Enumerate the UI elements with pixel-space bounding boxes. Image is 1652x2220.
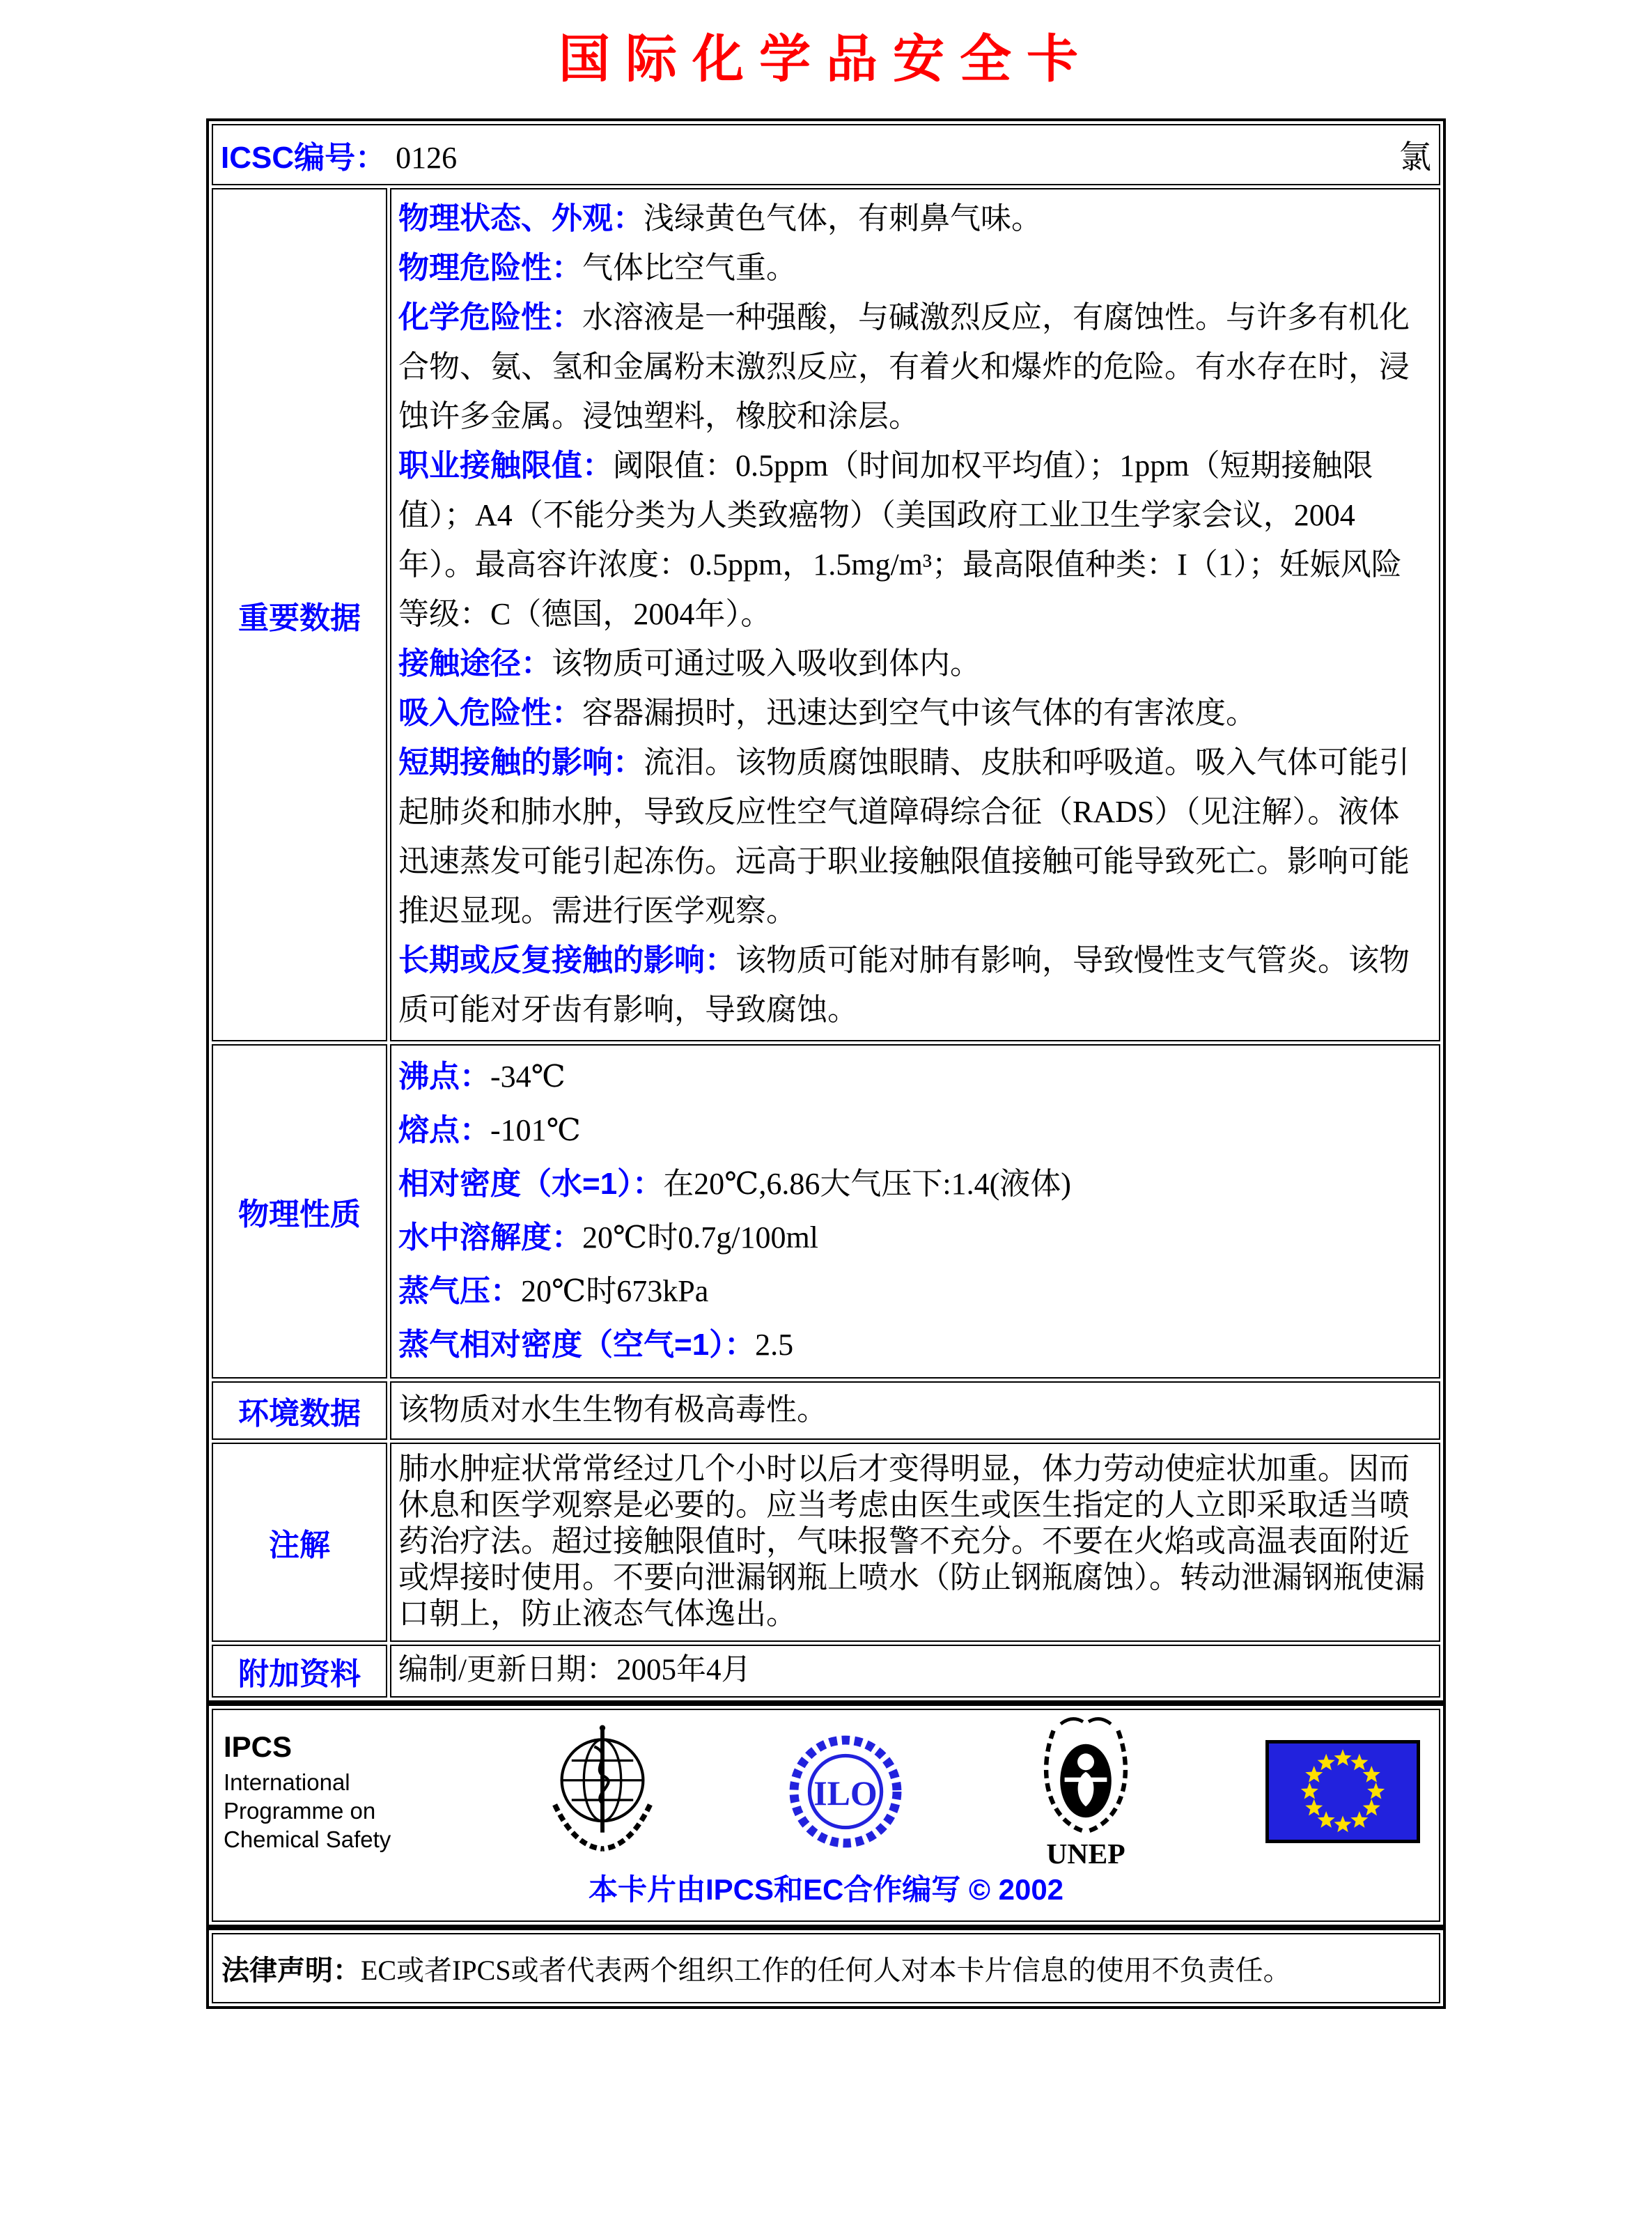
important-data-row (212, 188, 1440, 1041)
relative-density-paragraph (398, 1157, 1429, 1211)
boiling-point-label: 沸点： (398, 1059, 490, 1094)
environment-data-text: 该物质对水生生物有极高毒性。 (398, 1392, 827, 1427)
water-solubility-value: 20℃时0.7g/100ml (582, 1220, 818, 1255)
melting-point-value: -101℃ (490, 1113, 581, 1147)
notes-row (212, 1443, 1440, 1642)
vapor-pressure-label: 蒸气压： (398, 1274, 521, 1308)
exposure-routes-label: 接触途径： (398, 646, 552, 681)
inhalation-risk-text: 容器漏损时，迅速达到空气中该气体的有害浓度。 (582, 696, 1256, 730)
vapor-density-value: 2.5 (755, 1328, 794, 1362)
who-logo-icon (543, 1723, 662, 1860)
short-term-effects-text: 流泪。该物质腐蚀眼睛、皮肤和呼吸道。吸入气体可能引起肺炎和肺水肿，导致反应性空气道障碍综合征（RADS）（见注解）。液体迅速蒸发可能引起冻伤。远高于职业接触限值接触可能导致死亡。影响可能推迟显现。需进行医学观察。 (398, 745, 1410, 928)
copyright-text: © 2002 (968, 1873, 1064, 1906)
cooperation-caption (214, 1861, 1438, 1920)
organizations-table (206, 1703, 1446, 1927)
page-title: 国际化学品安全卡 (559, 31, 1093, 88)
legal-notice-text: EC或者IPCS或者代表两个组织工作的任何人对本卡片信息的使用不负责任。 (361, 1955, 1291, 1986)
physical-danger-label: 物理危险性： (398, 251, 582, 285)
short-term-effects-paragraph (398, 738, 1429, 936)
environment-data-cell (390, 1381, 1440, 1440)
long-term-effects-text: 该物质可能对肺有影响，导致慢性支气管炎。该物质可能对牙齿有影响，导致腐蚀。 (398, 943, 1410, 1027)
unep-logo-text: UNEP (1045, 1837, 1125, 1870)
exposure-routes-text: 该物质可通过吸入吸收到体内。 (552, 646, 981, 681)
chemical-danger-text: 水溶液是一种强酸，与碱激烈反应，有腐蚀性。与许多有机化合物、氨、氢和金属粉末激烈反应，有着火和爆炸的危险。有水存在时，浸蚀许多金属。浸蚀塑料，橡胶和涂层。 (398, 300, 1410, 433)
occupational-limits-paragraph (398, 441, 1429, 639)
exposure-routes-paragraph (398, 639, 1429, 688)
chemical-danger-label: 化学危险性： (398, 300, 582, 334)
notes-text: 肺水肿症状常常经过几个小时以后才变得明显，体力劳动使症状加重。因而休息和医学观察是必要的。应当考虑由医生或医生指定的人立即采取适当喷药治疗法。超过接触限值时，气味报警不充分。不要在火焰或高温表面附近或焊接时使用。不要向泄漏钢瓶上喷水（防止钢瓶腐蚀）。转动泄漏钢瓶使漏口朝上，防止液态气体逸出。 (398, 1452, 1425, 1631)
legal-notice-label: 法律声明： (221, 1955, 361, 1986)
physical-state-text: 浅绿黄色气体，有刺鼻气味。 (644, 201, 1042, 235)
inhalation-risk-label: 吸入危险性： (398, 696, 582, 730)
ilo-logo-text: ILO (813, 1773, 878, 1813)
important-data-cell (390, 188, 1440, 1041)
physical-danger-paragraph (398, 243, 1429, 293)
long-term-effects-label: 长期或反复接触的影响： (398, 943, 735, 977)
icsc-main-table (206, 118, 1446, 1703)
inhalation-risk-paragraph (398, 688, 1429, 738)
occupational-limits-label: 职业接触限值： (398, 449, 613, 483)
chemical-name: 氯 (1399, 139, 1431, 175)
ipcs-line: Programme on (224, 1797, 376, 1824)
physical-state-paragraph (398, 194, 1429, 243)
update-date-group (398, 1654, 751, 1686)
melting-point-label: 熔点： (398, 1113, 490, 1147)
environment-data-row-label: 环境数据 (212, 1381, 387, 1440)
chemical-danger-paragraph (398, 293, 1429, 441)
vapor-density-label: 蒸气相对密度（空气=1）： (398, 1328, 756, 1362)
eu-flag-icon (1265, 1739, 1420, 1844)
ilo-logo-icon (786, 1732, 905, 1852)
physical-properties-cell (390, 1044, 1440, 1379)
physical-state-label: 物理状态、外观： (398, 201, 644, 235)
legal-cell (212, 1933, 1440, 2003)
logos-row (212, 1709, 1440, 1922)
legal-table (206, 1927, 1446, 2009)
short-term-effects-label: 短期接触的影响： (398, 745, 644, 779)
melting-point-paragraph (398, 1103, 1429, 1157)
occupational-limits-text: 阈限值：0.5ppm（时间加权平均值）；1ppm（短期接触限值）；A4（不能分类为人类致癌物）（美国政府工业卫生学家会议，2004年）。最高容许浓度：0.5ppm，1.5mg/m³；最高限值种类：I（1）；妊娠风险等级：C（德国，2004年）。 (398, 449, 1402, 631)
boiling-point-paragraph (398, 1050, 1429, 1103)
additional-info-row (212, 1645, 1440, 1698)
physical-properties-row (212, 1044, 1440, 1379)
water-solubility-paragraph (398, 1211, 1429, 1264)
relative-density-label: 相对密度（水=1）： (398, 1167, 664, 1201)
logos-cell (212, 1709, 1440, 1922)
update-date-value: 2005年4月 (616, 1654, 751, 1686)
long-term-effects-paragraph (398, 936, 1429, 1034)
important-data-row-label: 重要数据 (212, 188, 387, 1041)
notes-cell (390, 1443, 1440, 1642)
water-solubility-label: 水中溶解度： (398, 1220, 582, 1255)
update-date-label: 编制/更新日期： (398, 1654, 616, 1686)
legal-row (212, 1933, 1440, 2003)
vapor-pressure-value: 20℃时673kPa (521, 1274, 709, 1308)
environment-data-row (212, 1381, 1440, 1440)
vapor-pressure-paragraph (398, 1264, 1429, 1318)
physical-danger-text: 气体比空气重。 (582, 251, 797, 285)
ipcs-line: International (224, 1769, 350, 1795)
relative-density-value: 在20℃,6.86大气压下:1.4(液体) (663, 1167, 1071, 1201)
additional-info-cell (390, 1645, 1440, 1698)
ipcs-title: IPCS (224, 1730, 293, 1763)
header-row (212, 124, 1440, 185)
icsc-number-group (221, 132, 457, 177)
physical-properties-row-label: 物理性质 (212, 1044, 387, 1379)
ipcs-line: Chemical Safety (224, 1826, 391, 1852)
logos-strip (214, 1711, 1438, 1870)
cooperation-caption-text: 本卡片由IPCS和EC合作编写 (588, 1873, 961, 1906)
ipcs-text-block (224, 1730, 419, 1854)
additional-info-row-label: 附加资料 (212, 1645, 387, 1698)
vapor-density-paragraph (398, 1318, 1429, 1372)
notes-row-label: 注解 (212, 1443, 387, 1642)
icsc-number-label: ICSC编号： (221, 141, 387, 175)
header-cell (212, 124, 1440, 185)
unep-logo-icon (1030, 1714, 1141, 1870)
boiling-point-value: -34℃ (490, 1059, 566, 1094)
icsc-number-value: 0126 (396, 141, 458, 175)
